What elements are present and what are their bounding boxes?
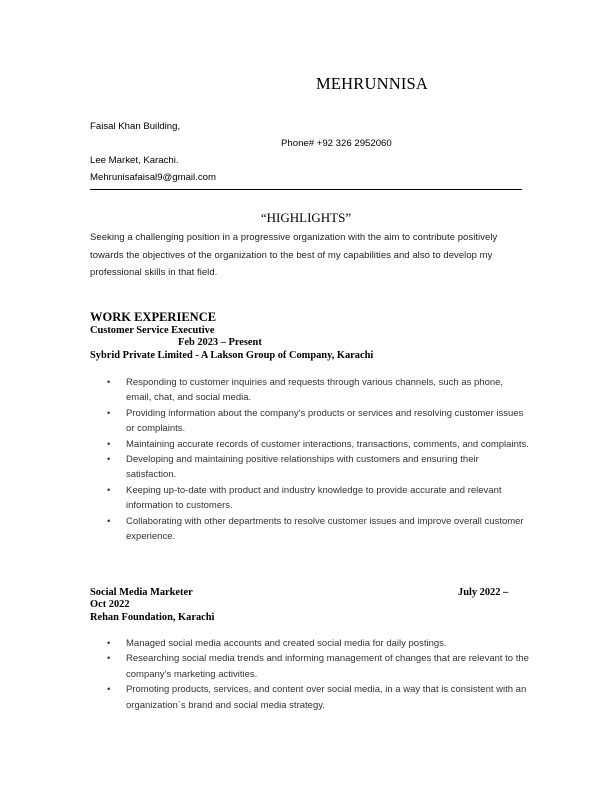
work-experience-heading: WORK EXPERIENCE <box>90 310 217 324</box>
list-item: • Managed social media accounts and created social media for daily postings. <box>90 636 530 651</box>
list-item: • Researching social media trends and informing management of changes that are relevant to the company’s marketing activities. <box>90 651 530 682</box>
job-title: Social Media Marketer <box>90 587 193 598</box>
list-item: • Responding to customer inquiries and requests through various channels, such as phone, email, chat, and social media. <box>90 375 530 406</box>
job-responsibilities-list <box>90 636 530 713</box>
phone-number: Phone# +92 326 2952060 <box>281 138 392 149</box>
list-item: • Collaborating with other departments to resolve customer issues and improve overall customer experience. <box>90 514 530 545</box>
highlights-text: Seeking a challenging position in a progressive organization with the aim to contribute positively towards the objectives of the organization to the best of my capabilities and also to develop my professional skills in that field. <box>90 232 498 278</box>
job-title: Customer Service Executive <box>90 325 215 336</box>
job-company: Rehan Foundation, Karachi <box>90 612 215 623</box>
list-item: • Keeping up-to-date with product and industry knowledge to provide accurate and relevant information to customers. <box>90 483 530 514</box>
address-line-1: Faisal Khan Building, <box>90 121 181 132</box>
list-item: • Promoting products, services, and content over social media, in a way that is consistent with an organization`s brand and social media strategy. <box>90 682 530 713</box>
job-dates-end: Oct 2022 <box>90 599 130 610</box>
address-line-2: Lee Market, Karachi. <box>90 155 179 166</box>
list-item: • Maintaining accurate records of customer interactions, transactions, comments, and complaints. <box>90 437 530 452</box>
job-responsibilities-list <box>90 375 530 544</box>
candidate-name: MEHRUNNISA <box>316 74 429 93</box>
job-dates-start: July 2022 – <box>458 587 509 598</box>
job-company: Sybrid Private Limited - A Lakson Group of Company, Karachi <box>90 350 374 361</box>
email-address: Mehrunisafaisal9@gmail.com <box>90 172 216 183</box>
list-item: • Providing information about the company's products or services and resolving customer issues or complaints. <box>90 406 530 437</box>
list-item: • Developing and maintaining positive relationships with customers and ensuring their satisfaction. <box>90 452 530 483</box>
header-divider <box>90 189 522 190</box>
highlights-title: “HIGHLIGHTS” <box>260 210 352 225</box>
job-dates: Feb 2023 – Present <box>178 337 262 348</box>
